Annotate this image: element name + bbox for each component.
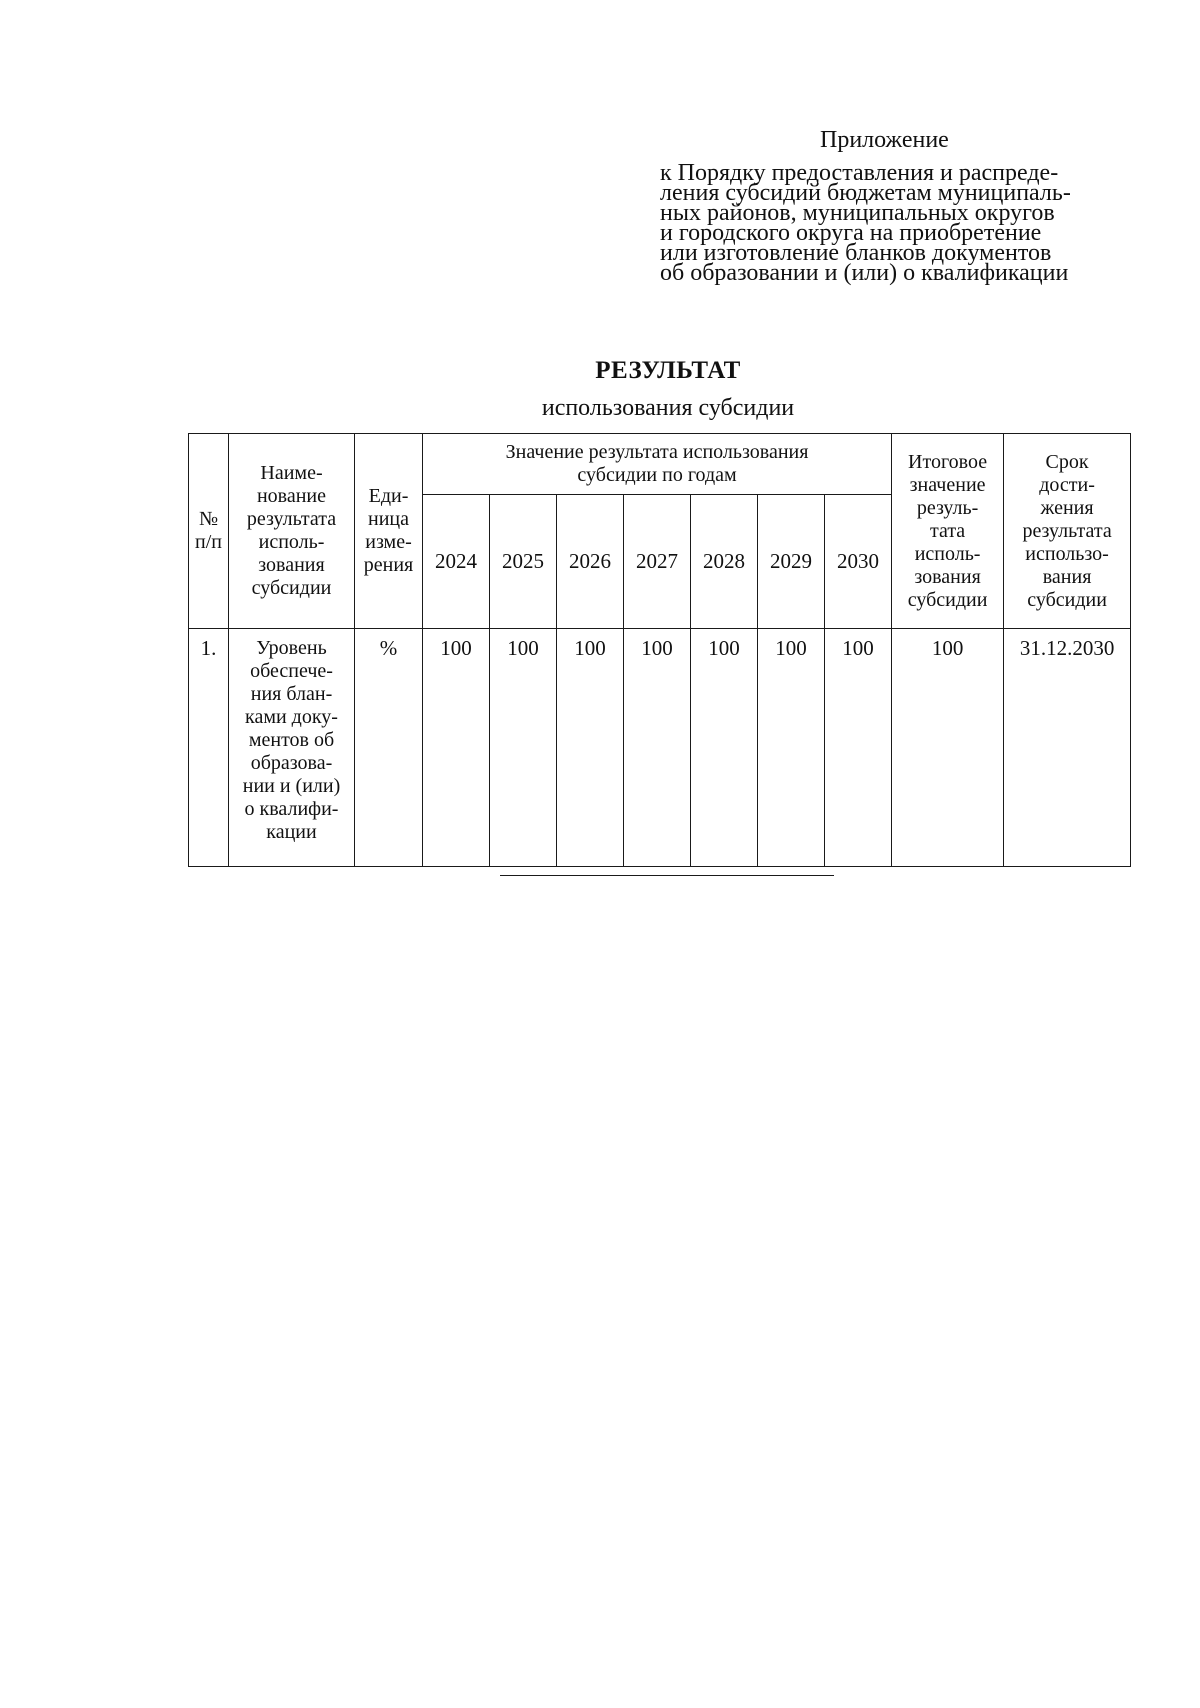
document-subtitle: использования субсидии — [541, 395, 795, 421]
header-year: 2027 — [624, 495, 691, 629]
row-value-2025: 100 — [490, 629, 557, 867]
header-total: Итоговое значение резуль- тата исполь- зования субсидии — [892, 434, 1004, 629]
document-title: РЕЗУЛЬТАТ — [595, 357, 741, 384]
appendix-reference — [660, 160, 1130, 286]
table-header-row — [189, 434, 1131, 495]
appendix-line: к Порядку предоставления и распреде- — [660, 160, 1059, 186]
header-deadline: Срок дости- жения результата использо- вания субсидии — [1004, 434, 1131, 629]
row-value-2026: 100 — [557, 629, 624, 867]
header-values-by-year: Значение результата использования субсидии по годам — [423, 434, 892, 495]
row-value-2028: 100 — [691, 629, 758, 867]
appendix-line: об образовании и (или) о квалификации — [660, 260, 1069, 286]
end-of-document-rule — [500, 875, 834, 876]
header-name: Наиме- нование результата исполь- зования субсидии — [229, 434, 355, 629]
appendix-line: или изготовление бланков документов — [660, 240, 1052, 266]
header-year: 2025 — [490, 495, 557, 629]
header-year: 2029 — [758, 495, 825, 629]
row-result-name: Уровень обеспече- ния блан- ками доку- ментов об образова- нии и (или) о квалифи- кации — [229, 629, 355, 867]
result-table — [188, 433, 1131, 867]
appendix-title: Приложение — [820, 127, 949, 153]
header-year: 2026 — [557, 495, 624, 629]
row-unit: % — [355, 629, 423, 867]
row-deadline: 31.12.2030 — [1004, 629, 1131, 867]
appendix-line: и городского округа на приобретение — [660, 220, 1042, 246]
appendix-line: ления субсидий бюджетам муниципаль- — [660, 180, 1071, 206]
row-value-2030: 100 — [825, 629, 892, 867]
row-number: 1. — [189, 629, 229, 867]
header-year: 2024 — [423, 495, 490, 629]
row-value-2029: 100 — [758, 629, 825, 867]
row-value-2027: 100 — [624, 629, 691, 867]
appendix-line: ных районов, муниципальных округов — [660, 200, 1055, 226]
header-year: 2028 — [691, 495, 758, 629]
table-row — [189, 629, 1131, 867]
row-value-2024: 100 — [423, 629, 490, 867]
header-number: № п/п — [189, 434, 229, 629]
header-year: 2030 — [825, 495, 892, 629]
row-total: 100 — [892, 629, 1004, 867]
header-unit: Еди- ница изме- рения — [355, 434, 423, 629]
